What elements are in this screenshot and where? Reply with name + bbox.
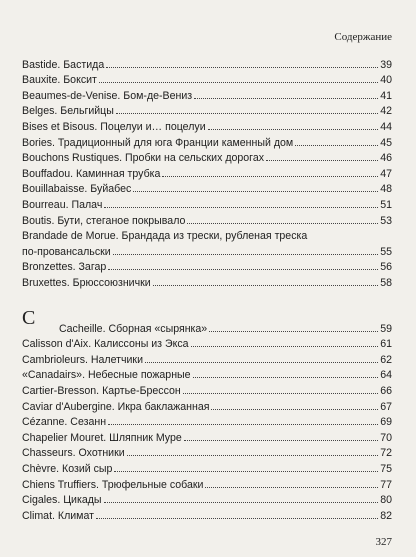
- dot-leader: [209, 331, 378, 332]
- section-letter: C: [22, 307, 36, 329]
- toc-entry-title: Boutis. Бути, стеганое покрывало: [22, 214, 186, 227]
- toc-entry-title: Chasseurs. Охотники: [22, 447, 125, 460]
- toc-entry-title: Bouillabaisse. Буйабес: [22, 183, 132, 196]
- running-header: Содержание: [334, 31, 392, 43]
- toc-entry: [22, 55, 392, 71]
- page-number: 327: [375, 536, 392, 548]
- toc-entry-page: 55: [380, 245, 392, 258]
- toc-entry: [22, 506, 392, 522]
- toc-entry-title: Chèvre. Козий сыр: [22, 462, 113, 475]
- toc-entry: [22, 149, 392, 165]
- toc-entry: [22, 102, 392, 118]
- toc-entry: [22, 211, 392, 227]
- toc-entry-title: по-провансальски: [22, 245, 111, 258]
- toc-entry-title: Bronzettes. Загар: [22, 261, 107, 274]
- toc-entry: [22, 319, 392, 335]
- dot-leader: [96, 518, 378, 519]
- toc-entry-title: Caviar d'Aubergine. Икра баклажанная: [22, 400, 210, 413]
- toc-entry-page: 45: [380, 136, 392, 149]
- toc-entry-page: 47: [380, 167, 392, 180]
- toc-entry: [22, 366, 392, 382]
- toc-entry: [22, 195, 392, 211]
- toc-entry-page: 72: [380, 447, 392, 460]
- toc-entry: [22, 459, 392, 475]
- toc-entry-page: 41: [380, 89, 392, 102]
- dot-leader: [162, 176, 378, 177]
- dot-leader: [145, 362, 378, 363]
- toc-entry-page: 59: [380, 322, 392, 335]
- dot-leader: [116, 113, 378, 114]
- toc-entry-title: Cézanne. Сезанн: [22, 416, 107, 429]
- dot-leader: [153, 285, 379, 286]
- toc-section-c: [22, 319, 392, 522]
- toc-entry-title: Cigales. Цикады: [22, 494, 102, 507]
- toc-entry-title: Bruxettes. Брюссоюзнички: [22, 276, 151, 289]
- toc-entry: [22, 86, 392, 102]
- toc-entry: [22, 117, 392, 133]
- toc-entry-title: Beaumes-de-Venise. Бом-де-Вениз: [22, 89, 193, 102]
- toc-entry-page: 75: [380, 462, 392, 475]
- toc-entry: [22, 350, 392, 366]
- toc-entry-page: 70: [380, 431, 392, 444]
- toc-entry-title: Cacheille. Сборная «сырянка»: [59, 322, 208, 335]
- toc-entry-title: Belges. Бельгийцы: [22, 105, 114, 118]
- toc-entry: [22, 491, 392, 507]
- toc-entry: [22, 335, 392, 351]
- toc-entry-title: Bories. Традиционный для юга Франции каменный дом: [22, 136, 294, 149]
- toc-entry-page: 53: [380, 214, 392, 227]
- dot-leader: [266, 160, 378, 161]
- toc-entry-title: Bouffadou. Каминная трубка: [22, 167, 161, 180]
- toc-entry-page: 42: [380, 105, 392, 118]
- toc-entry-title: Bises et Bisous. Поцелуи и… поцелуи: [22, 120, 206, 133]
- dot-leader: [211, 409, 378, 410]
- toc-entry-page: 56: [380, 261, 392, 274]
- toc-entry-page: 40: [380, 74, 392, 87]
- toc-entry-line: [22, 227, 392, 243]
- dot-leader: [106, 67, 378, 68]
- toc-entry-page: 46: [380, 152, 392, 165]
- dot-leader: [187, 223, 378, 224]
- toc-entry: [22, 397, 392, 413]
- toc-entry-page: 44: [380, 120, 392, 133]
- toc-entry: [22, 381, 392, 397]
- toc-entry-title: Bourreau. Палач: [22, 198, 103, 211]
- toc-entry: [22, 133, 392, 149]
- toc-entry-page: 82: [380, 509, 392, 522]
- dot-leader: [208, 129, 379, 130]
- toc-entry-title: Bauxite. Боксит: [22, 74, 97, 87]
- toc-entry-title: Cambrioleurs. Налетчики: [22, 353, 143, 366]
- toc-entry: [22, 242, 392, 258]
- toc-entry: [22, 273, 392, 289]
- dot-leader: [108, 424, 378, 425]
- toc-entry-title: Brandade de Morue. Брандада из трески, рубленая треска: [22, 230, 308, 243]
- dot-leader: [127, 455, 379, 456]
- dot-leader: [184, 440, 378, 441]
- toc-entry-title: Bouchons Rustiques. Пробки на сельских дорогах: [22, 152, 265, 165]
- dot-leader: [108, 269, 378, 270]
- dot-leader: [191, 346, 379, 347]
- toc-entry: [22, 428, 392, 444]
- toc-entry-page: 48: [380, 183, 392, 196]
- dot-leader: [194, 98, 378, 99]
- dot-leader: [205, 487, 378, 488]
- dot-leader: [99, 82, 378, 83]
- toc-entry-page: 58: [380, 276, 392, 289]
- toc-section-b: [22, 55, 392, 289]
- toc-entry-title: Chiens Truffiers. Трюфельные собаки: [22, 478, 204, 491]
- toc-entry-title: Calisson d'Aix. Калиссоны из Экса: [22, 338, 189, 351]
- dot-leader: [104, 502, 379, 503]
- toc-entry-page: 62: [380, 353, 392, 366]
- toc-entry-title: Bastide. Бастида: [22, 58, 105, 71]
- toc-entry-page: 77: [380, 478, 392, 491]
- toc-entry-title: Climat. Климат: [22, 509, 94, 522]
- toc-entry: [22, 444, 392, 460]
- toc-entry-page: 80: [380, 494, 392, 507]
- toc-entry-page: 51: [380, 198, 392, 211]
- toc-entry: [22, 164, 392, 180]
- dot-leader: [133, 191, 378, 192]
- dot-leader: [193, 377, 379, 378]
- toc-entry-page: 39: [380, 58, 392, 71]
- dot-leader: [113, 254, 379, 255]
- toc-entry-page: 66: [380, 384, 392, 397]
- dot-leader: [114, 471, 378, 472]
- toc-entry: [22, 71, 392, 87]
- toc-entry: [22, 180, 392, 196]
- dot-leader: [295, 145, 378, 146]
- toc-entry-page: 69: [380, 416, 392, 429]
- toc-entry-title: «Canadairs». Небесные пожарные: [22, 369, 191, 382]
- toc-entry-page: 67: [380, 400, 392, 413]
- dot-leader: [183, 393, 378, 394]
- toc-entry-page: 64: [380, 369, 392, 382]
- toc-entry: [22, 475, 392, 491]
- toc-entry-page: 61: [380, 338, 392, 351]
- toc-entry-title: Chapelier Mouret. Шляпник Муре: [22, 431, 182, 444]
- toc-entry: [22, 413, 392, 429]
- toc-entry-title: Cartier-Bresson. Картье-Брессон: [22, 384, 181, 397]
- dot-leader: [104, 207, 378, 208]
- toc-entry: [22, 258, 392, 274]
